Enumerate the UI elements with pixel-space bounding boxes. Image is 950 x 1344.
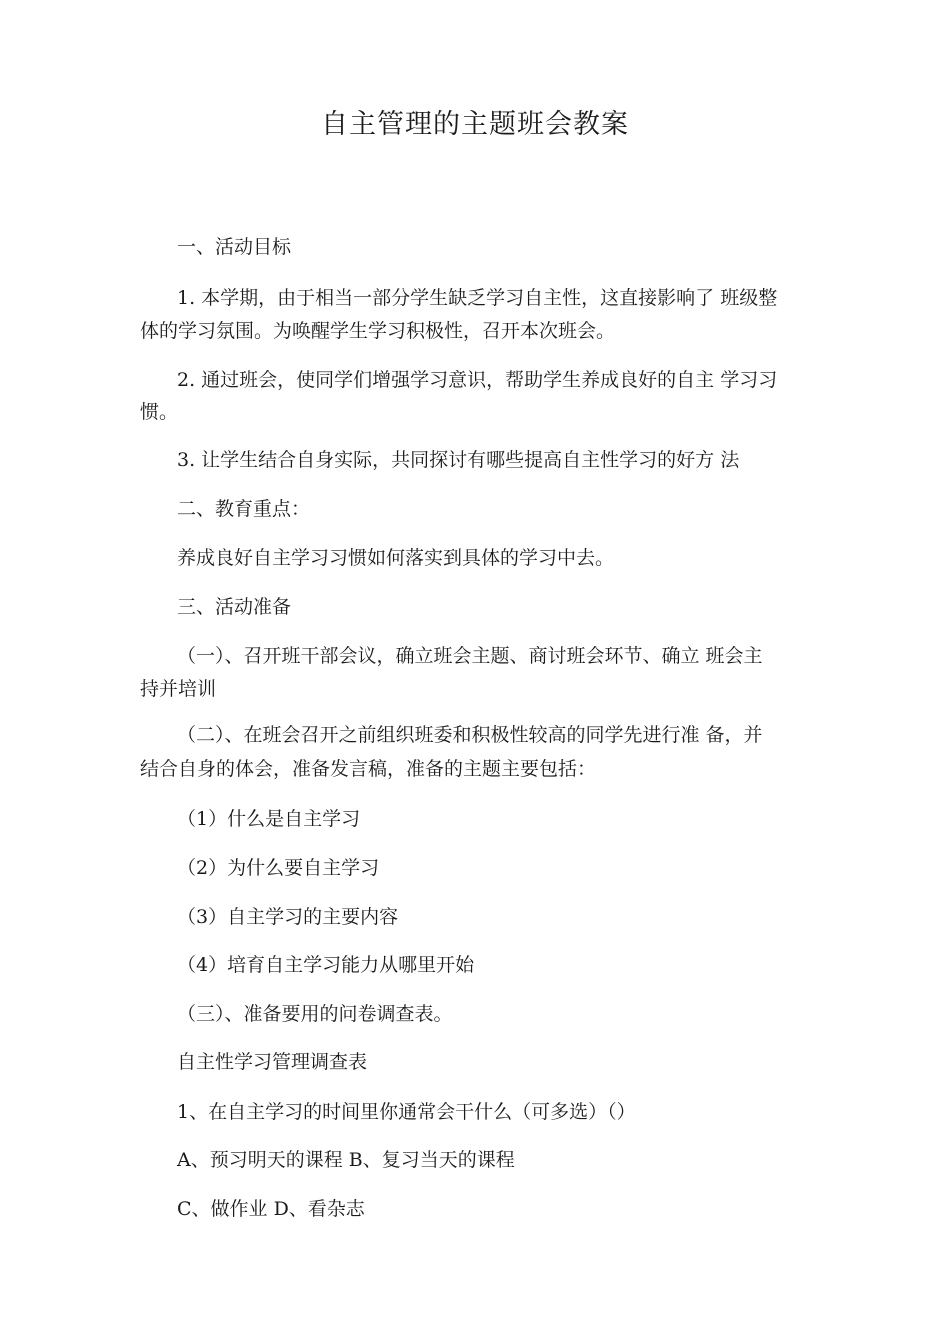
prep-item-1-line-1: （一）、召开班干部会议，确立班会主题、商讨班会环节、确立 班会主 [177, 645, 763, 667]
prep-item-3: （三）、准备要用的问卷调查表。 [177, 1003, 453, 1025]
survey-title: 自主性学习管理调查表 [177, 1051, 368, 1073]
prep-item-2-line-1: （二）、在班会召开之前组织班委和积极性较高的同学先进行准 备，并 [177, 724, 763, 746]
section-heading-goals: 一、活动目标 [177, 236, 292, 258]
goal-3: 3. 让学生结合自身实际，共同探讨有哪些提高自主性学习的好方 法 [177, 449, 740, 471]
topic-item: （3）自主学习的主要内容 [177, 906, 399, 928]
document-title: 自主管理的主题班会教案 [321, 109, 629, 140]
section-heading-preparation: 三、活动准备 [177, 596, 292, 618]
prep-item-2-line-2: 结合自身的体会，准备发言稿，准备的主题主要包括： [140, 758, 597, 780]
section-heading-focus: 二、教育重点： [177, 498, 311, 520]
survey-options-ab: A、预习明天的课程 B、复习当天的课程 [177, 1149, 515, 1171]
topic-item: （4）培育自主学习能力从哪里开始 [177, 954, 475, 976]
survey-question-1: 1、在自主学习的时间里你通常会干什么（可多选）（） [177, 1101, 636, 1123]
goal-2-line-1: 2. 通过班会，使同学们增强学习意识，帮助学生养成良好的自主 学习习 [177, 369, 778, 391]
topic-item: （1）什么是自主学习 [177, 808, 361, 830]
goal-1-line-2: 体的学习氛围。为唤醒学生学习积极性，召开本次班会。 [140, 320, 616, 342]
focus-text: 养成良好自主学习习惯如何落实到具体的学习中去。 [177, 547, 615, 569]
prep-item-1-line-2: 持并培训 [140, 678, 217, 700]
goal-2-line-2: 惯。 [140, 401, 179, 423]
topic-item: （2）为什么要自主学习 [177, 857, 380, 879]
survey-options-cd: C、做作业 D、看杂志 [177, 1198, 365, 1220]
goal-1-line-1: 1. 本学期，由于相当一部分学生缺乏学习自主性，这直接影响了 班级整 [177, 287, 778, 309]
